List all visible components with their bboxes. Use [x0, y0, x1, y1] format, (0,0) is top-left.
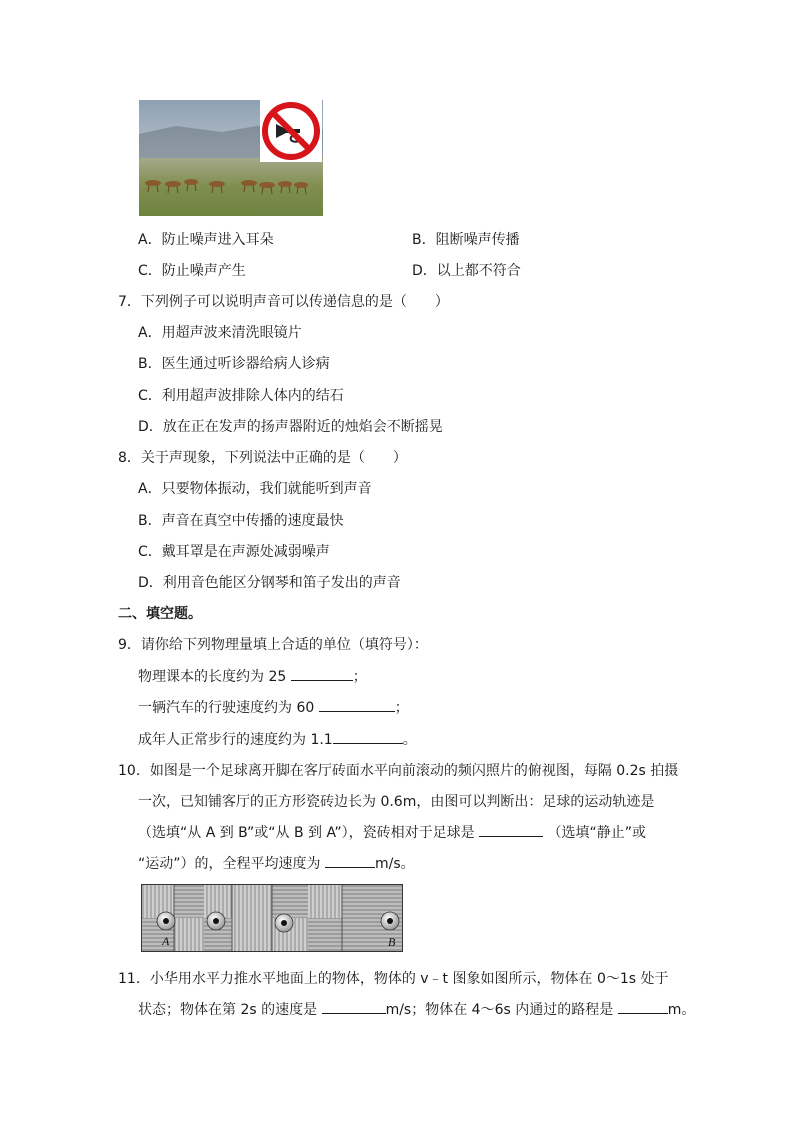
q9-stem: 9．请你给下列物理量填上合适的单位（填符号）： — [118, 637, 428, 653]
q7-option-b[interactable]: B．医生通过听诊器给病人诊病 — [138, 356, 330, 372]
q8-stem: 8．关于声现象，下列说法中正确的是（ ） — [118, 450, 407, 466]
q6-option-a[interactable]: A．防止噪声进入耳朵 — [138, 232, 274, 248]
q7-option-c[interactable]: C．利用超声波排除人体内的结石 — [138, 388, 344, 404]
q9-blank-2[interactable] — [319, 697, 395, 712]
q10-blank-3[interactable] — [325, 853, 375, 868]
q7-option-a[interactable]: A．用超声波来清洗眼镜片 — [138, 325, 302, 341]
football-strobe-figure — [141, 884, 403, 952]
no-horn-icon — [260, 100, 322, 162]
label-a: A — [162, 934, 170, 948]
q8-option-c[interactable]: C．戴耳罩是在声源处减弱噪声 — [138, 544, 330, 560]
q10-line-4: “运动”）的，全程平均速度为 m/s。 — [138, 853, 415, 873]
q8-option-d[interactable]: D．利用音色能区分钢琴和笛子发出的声音 — [138, 575, 401, 591]
q9-blank-3[interactable] — [333, 729, 403, 744]
q11-line-2: 状态；物体在第 2s 的速度是 m/s；物体在 4～6s 内通过的路程是 m。 — [138, 999, 695, 1019]
q7-option-d[interactable]: D．放在正在发声的扬声器附近的烛焰会不断摇晃 — [138, 419, 443, 435]
section-heading: 二、填空题。 — [118, 606, 202, 622]
q9-blank-1[interactable] — [291, 666, 353, 681]
q11-line-1: 11．小华用水平力推水平地面上的物体，物体的 v﹣t 图象如图所示，物体在 0～1s 处于 — [118, 971, 669, 987]
q11-blank-3[interactable] — [618, 999, 668, 1014]
label-b: B — [388, 935, 396, 949]
q6-option-d[interactable]: D．以上都不符合 — [412, 263, 521, 279]
no-horn-sign — [260, 100, 322, 162]
q11-blank-2[interactable] — [322, 999, 386, 1014]
q10-line-2: 一次，已知铺客厅的正方形瓷砖边长为 0.6m，由图可以判断出：足球的运动轨迹是 — [138, 794, 655, 810]
q8-option-b[interactable]: B．声音在真空中传播的速度最快 — [138, 513, 344, 529]
q9-line-1: 物理课本的长度约为 25 ； — [138, 666, 367, 686]
q10-blank-2[interactable] — [479, 822, 543, 837]
q9-line-3: 成年人正常步行的速度约为 1.1 。 — [138, 729, 417, 749]
q9-line-2: 一辆汽车的行驶速度约为 60 ； — [138, 697, 409, 717]
q10-line-1: 10．如图是一个足球离开脚在客厅砖面水平向前滚动的频闪照片的俯视图，每隔 0.2s 拍摄 — [118, 763, 679, 779]
q7-stem: 7．下列例子可以说明声音可以传递信息的是（ ） — [118, 294, 449, 310]
q10-line-3: （选填“从 A 到 B”或“从 B 到 A”），瓷砖相对于足球是 （选填“静止”或 — [138, 822, 646, 842]
q8-option-a[interactable]: A．只要物体振动，我们就能听到声音 — [138, 481, 372, 497]
q6-option-c[interactable]: C．防止噪声产生 — [138, 263, 246, 279]
q6-option-b[interactable]: B．阻断噪声传播 — [412, 232, 520, 248]
tiles-illustration — [142, 885, 402, 951]
